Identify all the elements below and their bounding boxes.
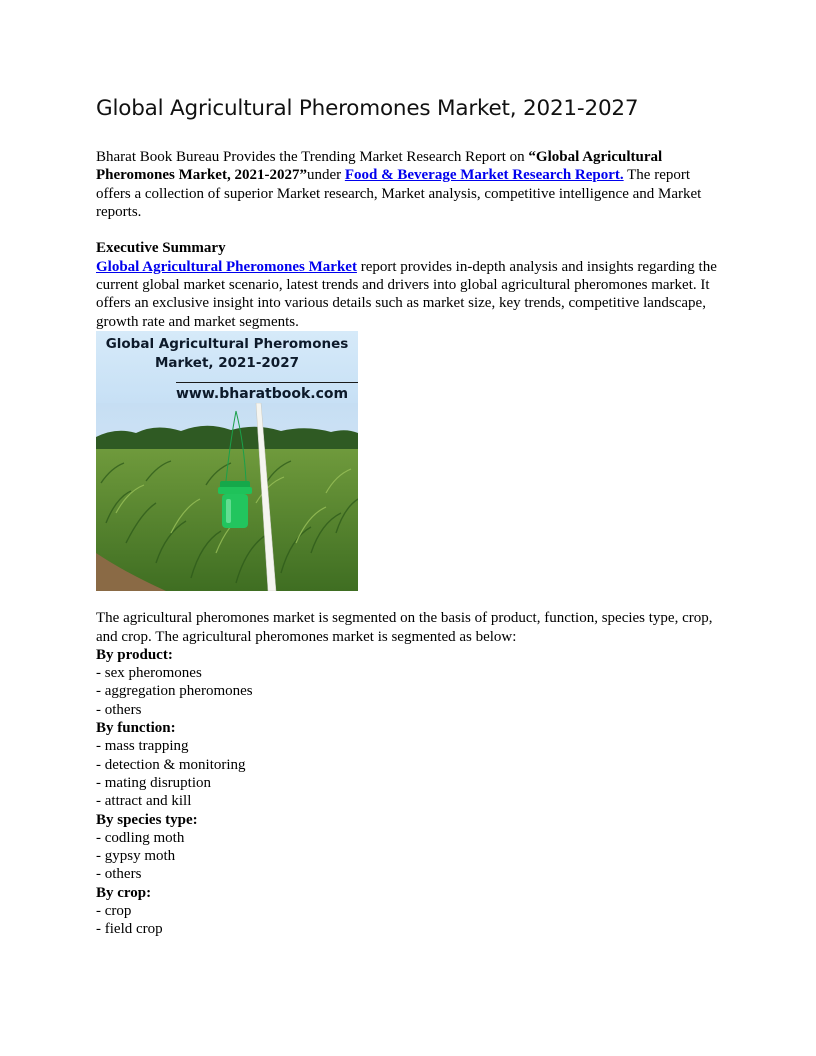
segment-intro: The agricultural pheromones market is segmented on the basis of product, function, species type, crop, and crop. The agricultural pheromones market is segmented as below: xyxy=(96,610,713,645)
list-item: - mass trapping xyxy=(96,738,189,755)
segment-heading: By crop: xyxy=(96,884,152,901)
intro-under-text: under xyxy=(306,167,345,184)
list-item: - crop xyxy=(96,903,132,920)
intro-text: Bharat Book Bureau Provides the Trending Market Research Report on xyxy=(96,149,529,165)
intro-report-title: “Global Agricultural Pheromones Market, 2021-2027” xyxy=(96,149,663,184)
list-item: - others xyxy=(96,701,142,718)
segment-heading: By product: xyxy=(96,646,173,663)
list-item: - codling moth xyxy=(96,829,185,846)
executive-summary-heading: Executive Summary xyxy=(96,240,226,257)
document-body xyxy=(96,148,726,939)
report-cover-image xyxy=(96,331,358,591)
segment-heading: By function: xyxy=(96,720,176,737)
field-photo xyxy=(96,403,358,591)
list-item: - gypsy moth xyxy=(96,848,176,865)
list-item: - mating disruption xyxy=(96,774,211,791)
list-item: - others xyxy=(96,866,142,883)
market-report-link[interactable]: Global Agricultural Pheromones Market xyxy=(96,258,357,275)
list-item: - field crop xyxy=(96,921,163,938)
cover-title-line1: Global Agricultural Pheromones xyxy=(105,335,349,352)
segment-product xyxy=(96,646,726,719)
executive-summary-text: report provides in-depth analysis and insights regarding the current global market scenario, latest trends and drivers into global agricultural pheromones market. It offers an exclusive insight into various details such as market size, key trends, competitive landscape, growth rate and market segments. xyxy=(96,258,717,330)
intro-closing-text: The report offers a collection of superior Market research, Market analysis, competitive intelligence and Market reports. xyxy=(96,167,702,220)
segment-crop xyxy=(96,884,726,939)
segment-species-type xyxy=(96,811,726,884)
intro-paragraph xyxy=(96,148,726,221)
list-item: - aggregation pheromones xyxy=(96,683,253,700)
list-item: - sex pheromones xyxy=(96,665,202,682)
segment-heading: By species type: xyxy=(96,811,198,828)
cover-website: www.bharatbook.com xyxy=(176,385,349,402)
executive-summary xyxy=(96,239,726,330)
cover-title-line2: Market, 2021-2027 xyxy=(154,354,299,371)
cover-rule xyxy=(176,382,358,383)
list-item: - attract and kill xyxy=(96,793,192,810)
page-title: Global Agricultural Pheromones Market, 2021-2027 xyxy=(96,96,639,121)
list-item: - detection & monitoring xyxy=(96,756,246,773)
food-beverage-link[interactable]: Food & Beverage Market Research Report. xyxy=(344,167,624,184)
segment-function xyxy=(96,719,726,810)
